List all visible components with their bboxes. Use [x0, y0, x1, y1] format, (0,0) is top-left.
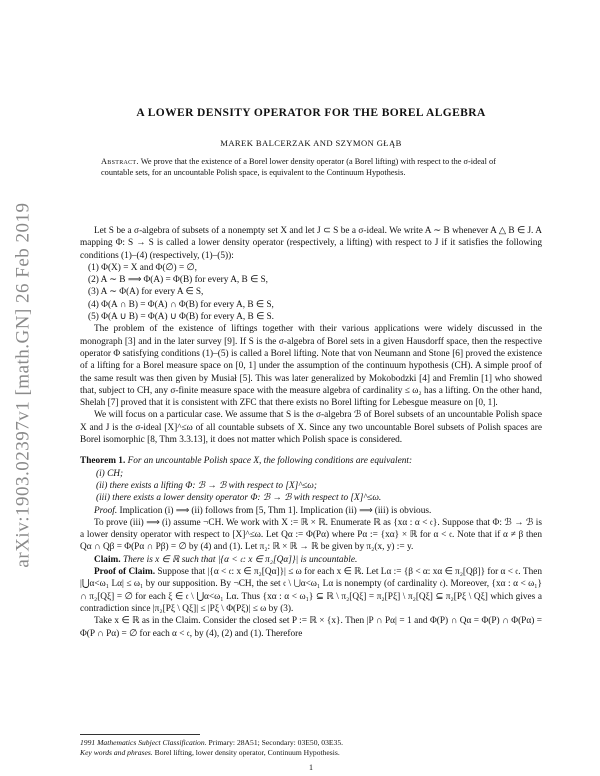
theorem-label: Theorem 1.: [80, 456, 126, 467]
intro-paragraph-3: We will focus on a particular case. We assume that S is the σ-algebra ℬ of Borel subsets of an uncountable Polish space X and J is the σ-ideal [X]^≤ω of all countable subsets of X. Since any two uncountable Borel subsets of Polish spaces are Borel isomorphic [8, Thm 3.3.13], it does not matter which Polish space is considered.: [80, 410, 542, 446]
paper-authors: MAREK BALCERZAK AND SZYMON GŁĄB: [220, 138, 402, 148]
intro-paragraph-2: The problem of the existence of liftings together with their various applications were widely discussed in the monograph [3] and in the later survey [9]. If S is the σ-algebra of Borel sets in a given Hausdorff space, then the respective operator Φ satisfying conditions (1)–(5) is called a Borel lifting. Note that von Neumann and Stone [6] proved the existence of a lifting for a Borel measure space on [0, 1] under the assumption of the continuum hypothesis (CH). A simple proof of the same result was then given by Musiał [5]. This was later generalized by Mokobodzki [4] and Fremlin [1] who showed that, subject to CH, any σ-finite measure space with the measure algebra of cardinality ≤ ω₂ has a lifting. On the other hand, Shelah [7] proved that it is consistent with ZFC that there exists no Borel lifting for Lebesgue measure on [0, 1].: [80, 324, 542, 409]
paper-title: A LOWER DENSITY OPERATOR FOR THE BOREL ALGEBRA: [136, 107, 486, 119]
proof-of-claim: [80, 566, 542, 615]
claim: [80, 554, 542, 566]
page-number: 1: [309, 763, 313, 772]
keywords-label: Key words and phrases.: [80, 748, 153, 757]
footnote-msc: [80, 738, 542, 748]
theorem-item-ii: (ii) there exists a lifting Φ: ℬ → ℬ with respect to [X]^≤ω;: [96, 480, 317, 491]
condition-2: (2) A ∼ B ⟹ Φ(A) = Φ(B) for every A, B ∈ S,: [88, 275, 268, 286]
paper-body: [80, 225, 542, 640]
footnotes: [80, 738, 542, 758]
msc-label: 1991 Mathematics Subject Classification.: [80, 738, 207, 747]
abstract-label: Abstract.: [101, 157, 139, 166]
proof-label: Proof.: [94, 505, 118, 516]
proof-paragraph-2: To prove (iii) ⟹ (i) assume ¬CH. We work with X := ℝ × ℝ. Enumerate ℝ as {xα : α < 𝔠}. Suppose that Φ: ℬ → ℬ is a lower density operator with respect to [X]^≤ω. Let Qα := Φ(Pα) where Pα := {xα} × ℝ for α < 𝔠. Note that if α ≠ β then Qα ∩ Qβ = Φ(Pα ∩ Pβ) = ∅ by (4) and (1). Let π₂: ℝ × ℝ → ℝ be given by π₂(x, y) := y.: [80, 517, 542, 553]
msc-text: Primary: 28A51; Secondary: 03E50, 03E35.: [208, 738, 344, 747]
claim-text: There is x ∈ ℝ such that |{α < 𝔠: x ∈ π₂[Qα]}| is uncountable.: [122, 554, 358, 565]
proof-paragraph-4: Take x ∈ ℝ as in the Claim. Consider the closed set P := ℝ × {x}. Then |P ∩ Pα| = 1 and Φ(P) ∩ Qα = Φ(P) ∩ Φ(Pα) = Φ(P ∩ Pα) = ∅ for each α < 𝔠, by (4), (2) and (1). Therefore: [80, 616, 542, 639]
intro-paragraph-1: Let S be a σ-algebra of subsets of a nonempty set X and let J ⊂ S be a σ-ideal. We write A ∼ B whenever A △ B ∈ J. A mapping Φ: S → S is called a lower density operator (respectively, a lifting) with respect to J if it satisfies the following conditions (1)–(4) (respectively, (1)–(5)):: [80, 226, 542, 261]
condition-4: (4) Φ(A ∩ B) = Φ(A) ∩ Φ(B) for every A, B ∈ S,: [88, 299, 274, 310]
proof-of-claim-label: Proof of Claim.: [94, 567, 156, 578]
footnote-rule: [80, 734, 200, 735]
keywords-text: Borel lifting, lower density operator, Continuum Hypothesis.: [154, 748, 340, 757]
theorem-text: For an uncountable Polish space X, the following conditions are equivalent:: [127, 456, 413, 467]
claim-label: Claim.: [94, 554, 121, 565]
proof-paragraph-1: [80, 505, 542, 517]
footnote-keywords: [80, 748, 542, 758]
proof-of-claim-text: Suppose that |{α < 𝔠: x ∈ π₂[Qα]}| ≤ ω for each x ∈ ℝ. Let Lα := {β < α: xα ∈ π₂[Qβ]} for α < 𝔠. Then |⋃α<ω₁ Lα| ≤ ω₁ by our supposition. By ¬CH, the set 𝔠 \ ⋃α<ω₁ Lα is nonempty (of cardinality 𝔠). Moreover, {xα : α < ω₁} ∩ π₂[Qξ] = ∅ for each ξ ∈ 𝔠 \ ⋃α<ω₁ Lα. Thus {xα : α < ω₁} ⊆ ℝ \ π₂[Qξ] = π₂[Pξ] \ π₂[Qξ] ⊆ π₂[Pξ \ Qξ] which gives a contradiction since |π₂[Pξ \ Qξ]| ≤ |Pξ \ Φ(Pξ)| ≤ ω by (3).: [80, 567, 542, 614]
abstract-text: We prove that the existence of a Borel lower density operator (a Borel lifting) with respect to the σ-ideal of countable sets, for an uncountable Polish space, is equivalent to the Continuum Hypothesis.: [101, 157, 496, 177]
abstract: [101, 156, 521, 178]
theorem-item-iii: (iii) there exists a lower density operator Φ: ℬ → ℬ with respect to [X]^≤ω.: [96, 493, 382, 504]
conditions-list: [80, 262, 542, 323]
proof-text-1: Implication (i) ⟹ (ii) follows from [5, Thm 1]. Implication (ii) ⟹ (iii) is obvious.: [119, 505, 432, 516]
condition-1: (1) Φ(X) = X and Φ(∅) = ∅,: [88, 262, 197, 273]
condition-3: (3) A ∼ Φ(A) for every A ∈ S,: [88, 287, 204, 298]
condition-5: (5) Φ(A ∪ B) = Φ(A) ∪ Φ(B) for every A, B ∈ S.: [88, 312, 274, 323]
arxiv-stamp-text: arXiv:1903.02397v1 [math.GN] 26 Feb 2019: [13, 202, 35, 568]
theorem-item-i: (i) CH;: [96, 468, 124, 479]
arxiv-stamp: [4, 175, 44, 595]
theorem-statement: [80, 455, 542, 467]
theorem-items: [80, 468, 542, 505]
